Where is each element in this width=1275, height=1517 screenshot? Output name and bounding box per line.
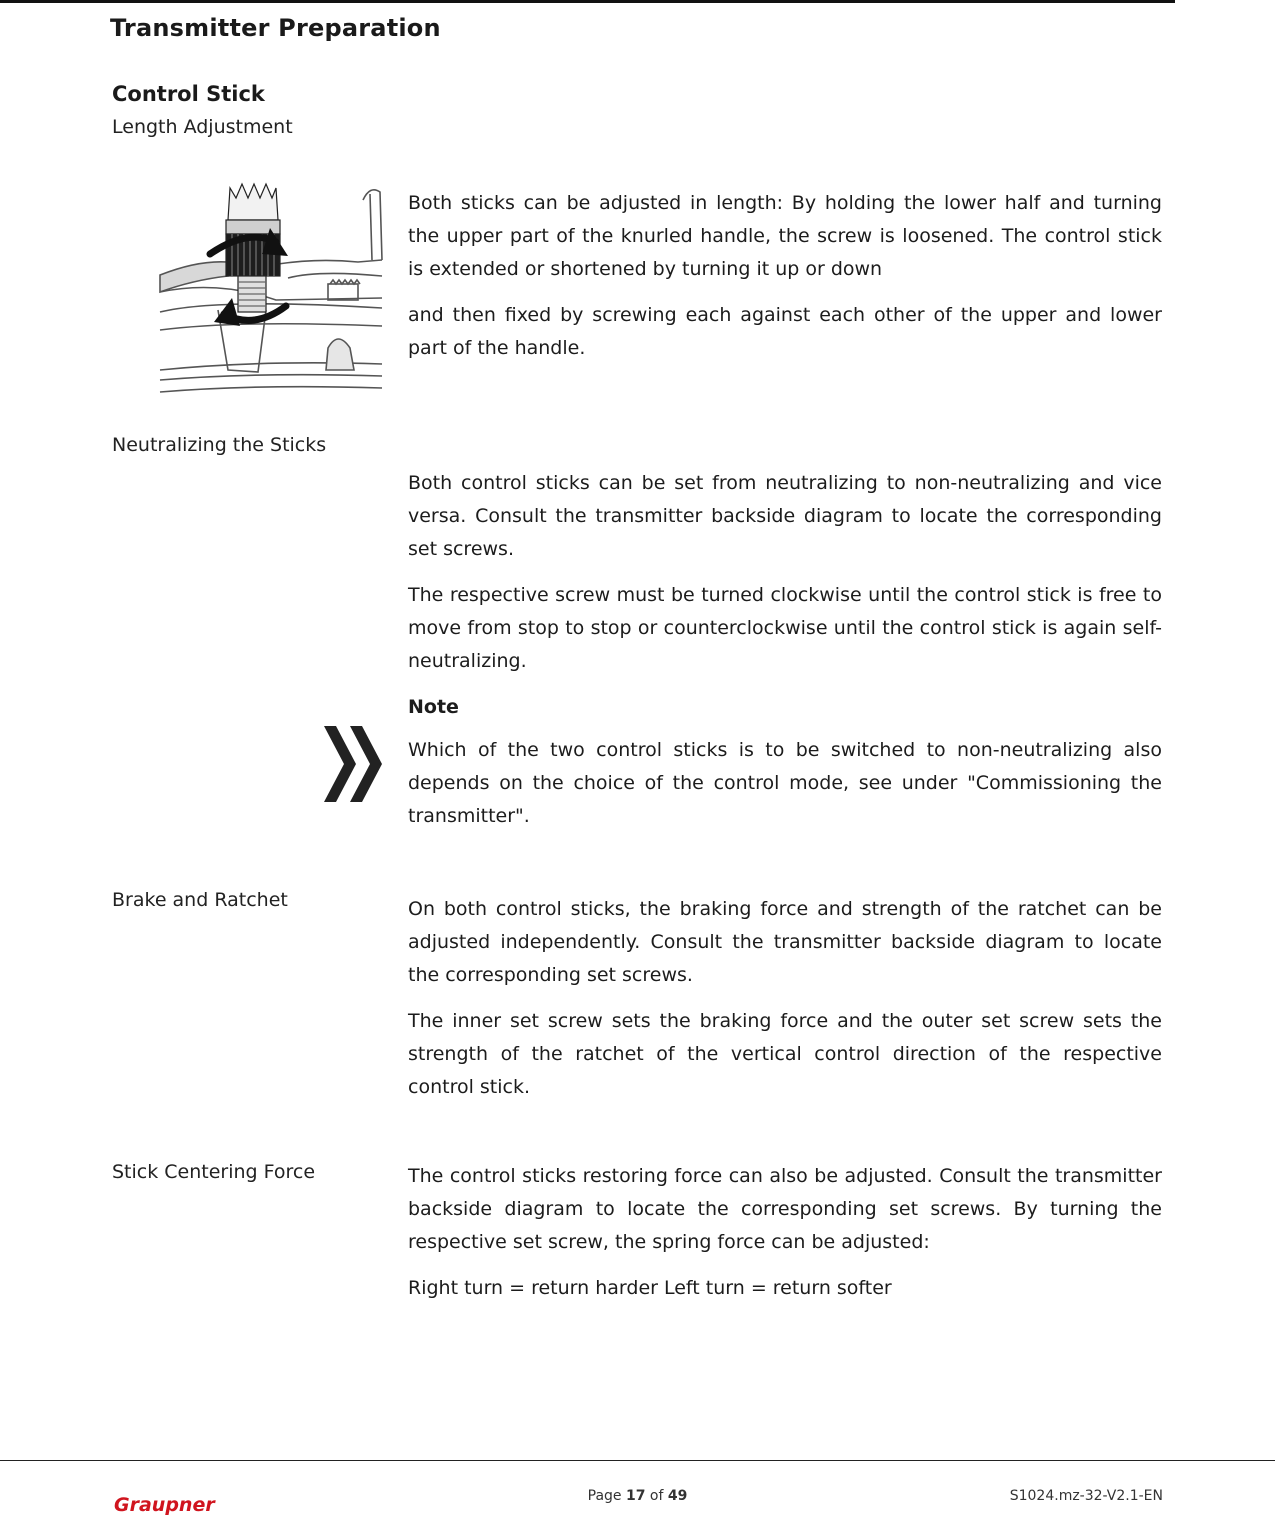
document-id: S1024.mz-32-V2.1-EN xyxy=(1009,1488,1163,1504)
page-current: 17 xyxy=(625,1488,646,1504)
page-total: 49 xyxy=(667,1488,688,1504)
brake-paragraph-1: On both control sticks, the braking force and strength of the ratchet can be adjusted independently. Consult the transmitter backside diagram to locate the corresponding set screws. xyxy=(408,898,1162,986)
neutralizing-heading: Neutralizing the Sticks xyxy=(112,434,327,456)
brake-ratchet-heading: Brake and Ratchet xyxy=(112,889,288,911)
centering-paragraph-2: Right turn = return harder Left turn = return softer xyxy=(408,1277,892,1299)
stick-length-illustration xyxy=(158,180,384,400)
neutralizing-paragraph-1: Both control sticks can be set from neutralizing to non-neutralizing and vice versa. Consult the transmitter backside diagram to locate the corresponding set screws. xyxy=(408,472,1162,560)
note-label: Note xyxy=(408,696,459,718)
length-adjustment-text xyxy=(408,187,1162,378)
footer-rule xyxy=(0,1460,1275,1461)
page-title: Transmitter Preparation xyxy=(110,14,441,42)
length-paragraph-2: and then fixed by screwing each against each other of the upper and lower part of the handle. xyxy=(408,304,1162,359)
length-paragraph-1: Both sticks can be adjusted in length: By holding the lower half and turning the upper part of the knurled handle, the screw is loosened. The control stick is extended or shortened by turning it up or down xyxy=(408,192,1162,280)
brake-ratchet-text xyxy=(408,893,1162,1117)
top-rule xyxy=(0,0,1175,3)
length-adjustment-heading: Length Adjustment xyxy=(112,116,293,138)
brake-paragraph-2: The inner set screw sets the braking force and the outer set screw sets the strength of the ratchet of the vertical control direction of the respective control stick. xyxy=(408,1010,1162,1098)
section-title: Control Stick xyxy=(112,82,265,106)
centering-force-text xyxy=(408,1160,1162,1318)
centering-paragraph-1: The control sticks restoring force can also be adjusted. Consult the transmitter backside diagram to locate the corresponding set screws. By turning the respective set screw, the spring force can be adjusted: xyxy=(408,1165,1162,1253)
double-chevron-right-icon xyxy=(322,726,384,802)
neutralizing-text xyxy=(408,467,1162,846)
brand-wordmark: Graupner xyxy=(114,1494,215,1516)
centering-force-heading: Stick Centering Force xyxy=(112,1161,316,1183)
page-of: of xyxy=(649,1488,664,1504)
note-text: Which of the two control sticks is to be switched to non-neutralizing also depends on the choice of the control mode, see under "Commissioning the transmitter". xyxy=(408,739,1162,827)
page-label: Page xyxy=(587,1488,622,1504)
neutralizing-paragraph-2: The respective screw must be turned clockwise until the control stick is free to move from stop to stop or counterclockwise until the control stick is again self-neutralizing. xyxy=(408,584,1162,672)
